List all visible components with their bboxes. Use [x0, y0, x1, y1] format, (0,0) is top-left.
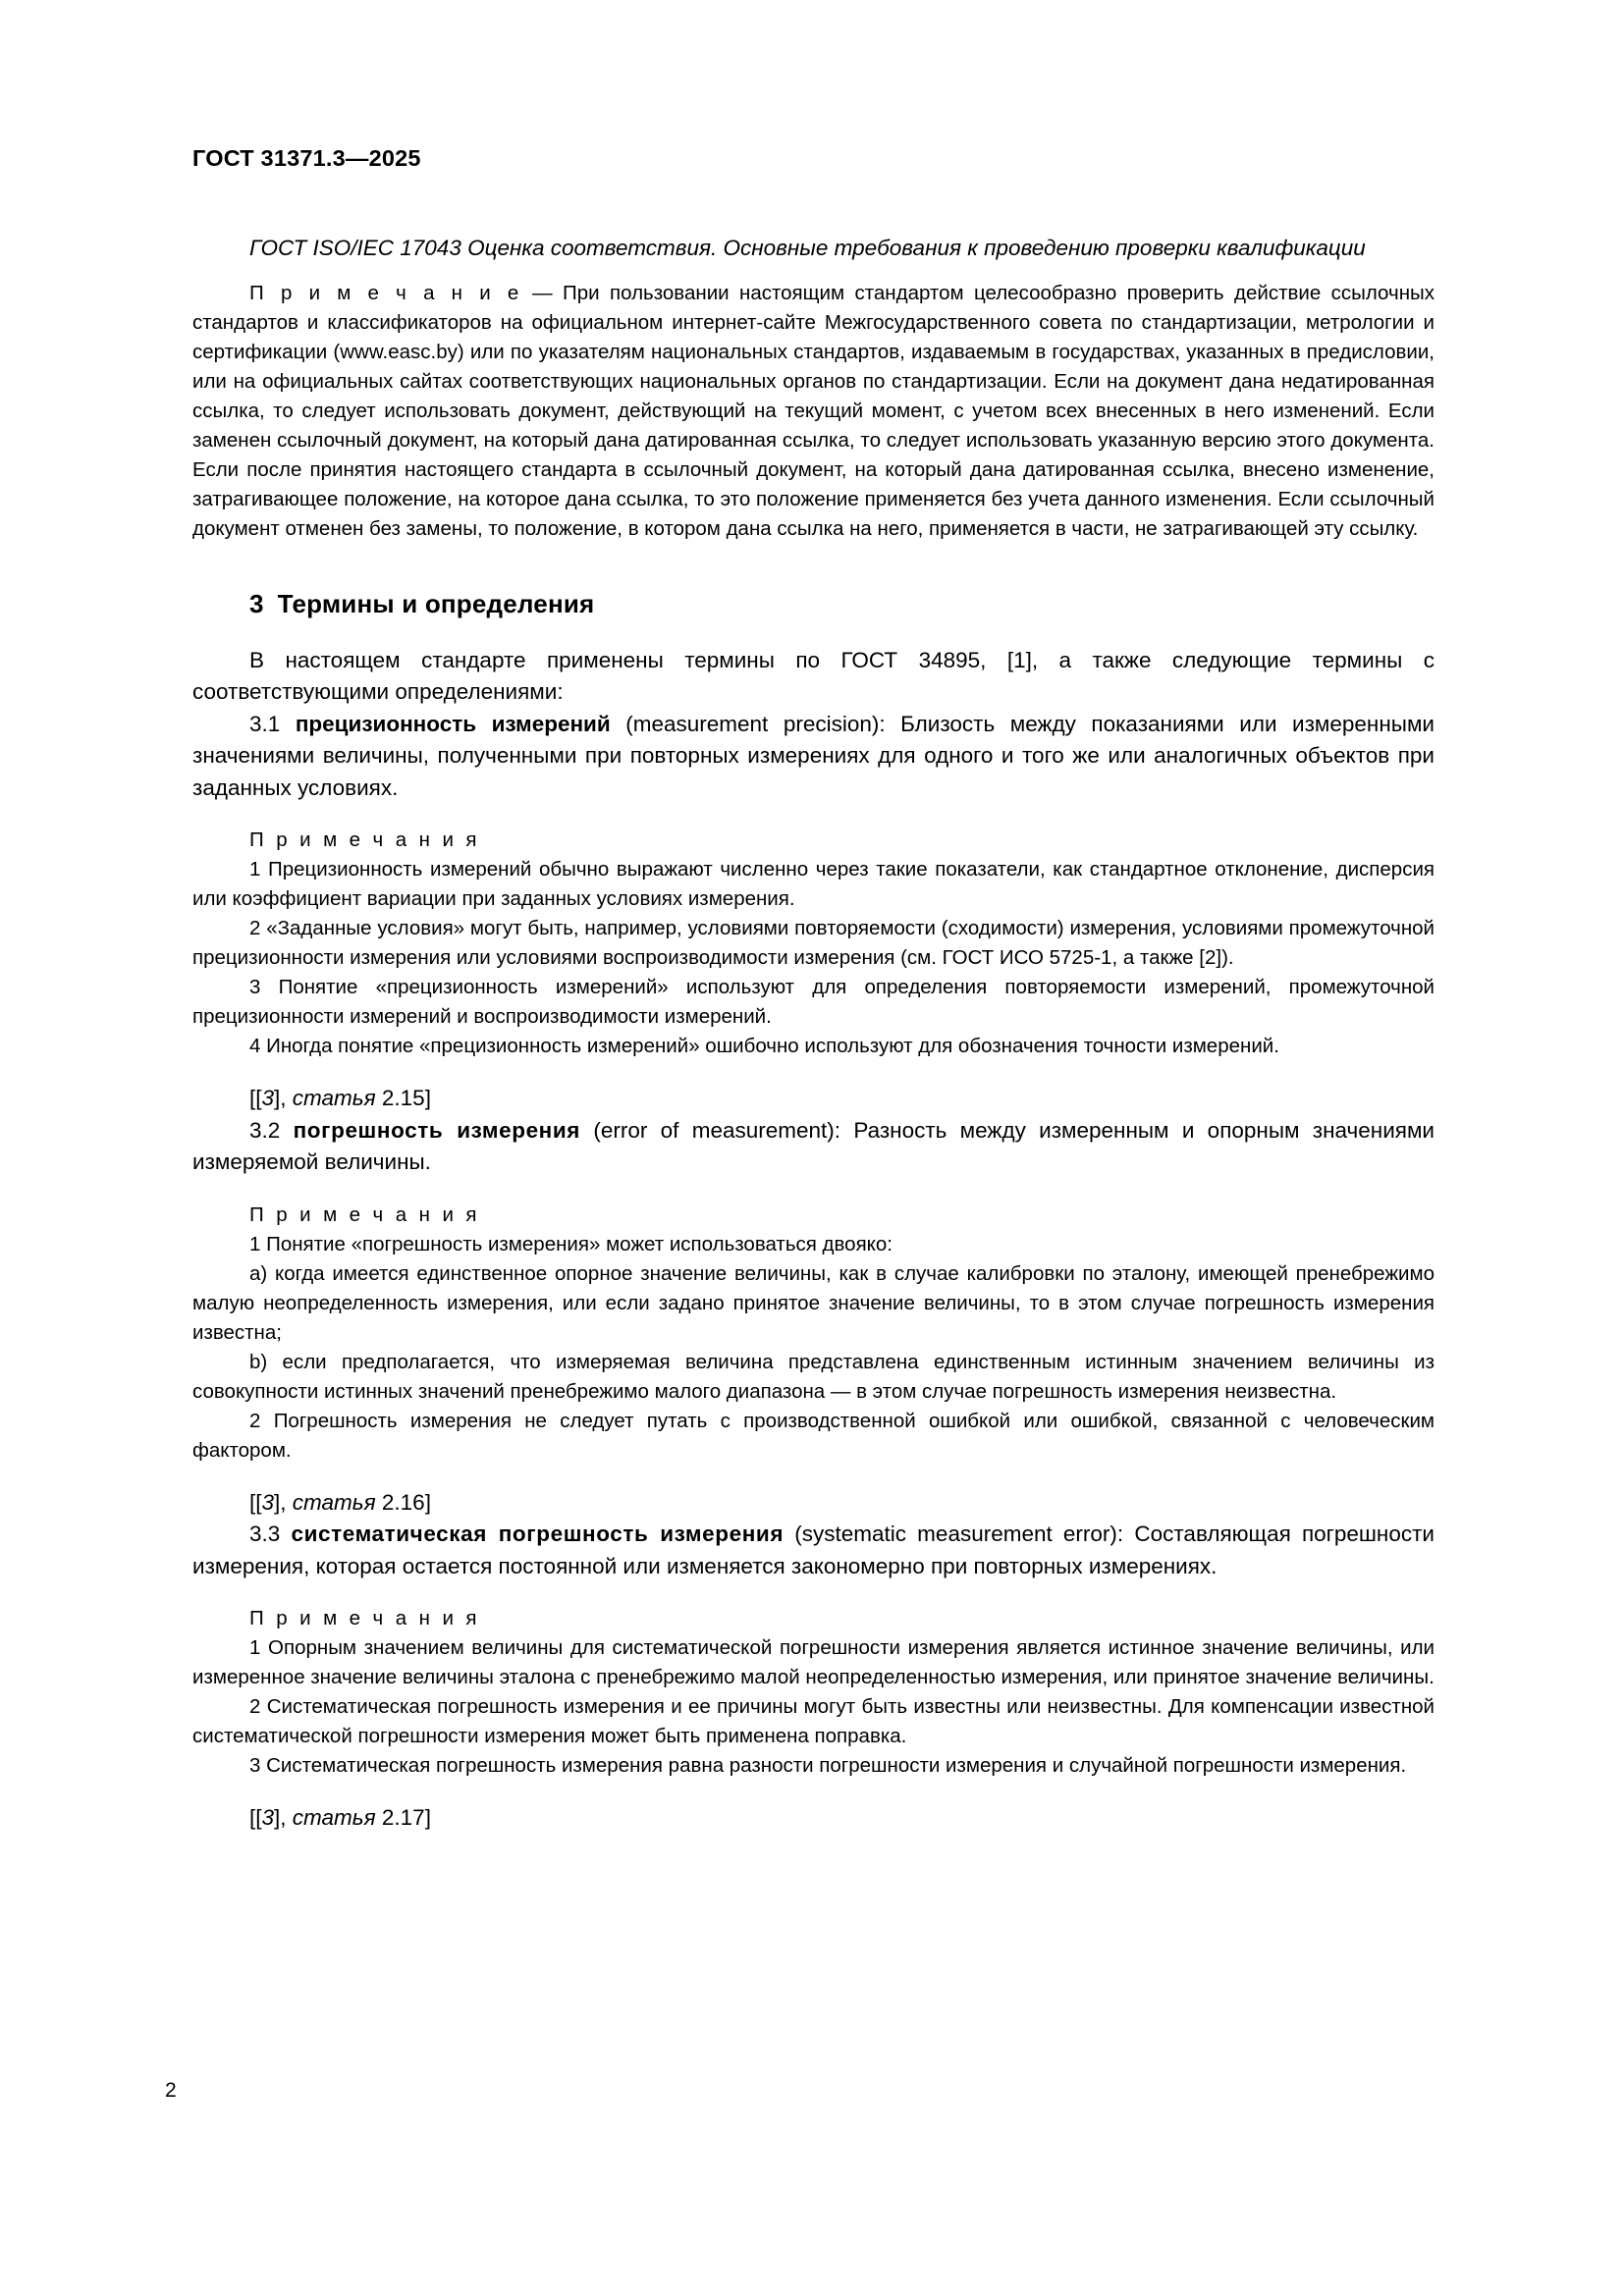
- note-item: 3 Систематическая погрешность измерения равна разности погрешности измерения и случайной погрешности измерения.: [249, 1754, 1407, 1777]
- note-item: b) если предполагается, что измеряемая величина представлена единственным истинным значением величины из совокупности истинных значений пренебрежимо малого диапазона — в этом случае погрешность измерения неизвестна.: [192, 1350, 1435, 1403]
- note-label: П р и м е ч а н и е: [249, 281, 522, 304]
- notes-label: П р и м е ч а н и я: [249, 828, 480, 851]
- term-source-reference: [[3], статья 2.15]: [249, 1086, 431, 1110]
- term-name: систематическая погрешность измерения: [291, 1522, 785, 1546]
- term-english: (systematic measurement error):: [794, 1522, 1124, 1546]
- term-definition: [192, 709, 1435, 805]
- term-english: (measurement precision):: [625, 711, 886, 736]
- note-item: a) когда имеется единственное опорное значение величины, как в случае калибровки по эталону, имеющей пренебрежимо малую неопределенность измерения, или если задано принятое значение величины, то в этом случае погрешность измерения известна;: [192, 1261, 1435, 1344]
- term-number: 3.1: [249, 711, 281, 736]
- note-item: 1 Понятие «погрешность измерения» может использоваться двояко:: [249, 1232, 893, 1255]
- term-definition-text: Близость между показаниями или измеренными значениями величины, полученными при повторных измерениях для одного и того же или аналогичных объектов при заданных условиях.: [192, 711, 1435, 800]
- term-name: прецизионность измерений: [295, 711, 611, 736]
- page-number: 2: [165, 2079, 177, 2102]
- standard-header: ГОСТ 31371.3—2025: [192, 145, 421, 171]
- term-source-reference: [[3], статья 2.16]: [249, 1489, 431, 1515]
- note-item: 1 Опорным значением величины для систематической погрешности измерения является истинное значение величины, или измеренное значение величины эталона с пренебрежимо малой неопределенностью измерения, или принятое значение величины.: [192, 1636, 1435, 1688]
- notes-label: П р и м е ч а н и я: [249, 1202, 480, 1226]
- term-definition-text: Разность между измеренным и опорным значениями измеряемой величины.: [192, 1117, 1435, 1174]
- note-item: 2 «Заданные условия» могут быть, например, условиями повторяемости (сходимости) измерения, условиями промежуточной прецизионности измерения или условиями воспроизводимости измерения (см. ГОСТ ИСО 5725-1, а также [2]).: [192, 917, 1435, 969]
- section-heading: [249, 589, 1435, 619]
- term-number: 3.3: [249, 1522, 281, 1546]
- section-intro: В настоящем стандарте применены термины по ГОСТ 34895, [1], а также следующие термины с соответствующими определениями:: [192, 647, 1435, 704]
- section-title-text: Термины и определения: [277, 588, 595, 618]
- term-definition-text: Составляющая погрешности измерения, которая остается постоянной или изменяется закономерно при повторных измерениях.: [192, 1522, 1435, 1578]
- referenced-standard-entry: ГОСТ ISO/IEC 17043 Оценка соответствия. Основные требования к проведению проверки квалификации: [249, 236, 1366, 260]
- section-number: 3: [249, 588, 264, 618]
- notes-label: П р и м е ч а н и я: [249, 1607, 480, 1629]
- note-item: 2 Систематическая погрешность измерения и ее причины могут быть известны или неизвестны. Для компенсации известной систематической погрешности измерения может быть применена поправка.: [192, 1695, 1435, 1747]
- term-source-reference: [[3], статья 2.17]: [249, 1805, 431, 1830]
- note-item: 1 Прецизионность измерений обычно выражают численно через такие показатели, как стандартное отклонение, дисперсия или коэффициент вариации при заданных условиях измерения.: [192, 858, 1435, 910]
- intro-note-text: — При пользовании настоящим стандартом целесообразно проверить действие ссылочных стандартов и классификаторов на официальном интернет-сайте Межгосударственного совета по стандартизации, метрологии и сертификации (www.easc.by) или по указателям национальных стандартов, издаваемым в государствах, указанных в предисловии, или на официальных сайтах соответствующих национальных органов по стандартизации. Если на документ дана недатированная ссылка, то следует использовать документ, действующий на текущий момент, с учетом всех внесенных в него изменений. Если заменен ссылочный документ, на который дана датированная ссылка, то следует использовать указанную версию этого документа. Если после принятия настоящего стандарта в ссылочный документ, на который дана датированная ссылка, внесено изменение, затрагивающее положение, на которое дана ссылка, то это положение применяется без учета данного изменения. Если ссылочный документ отменен без замены, то положение, в котором дана ссылка на него, применяется в части, не затрагивающей эту ссылку.: [192, 281, 1435, 540]
- note-item: 4 Иногда понятие «прецизионность измерений» ошибочно используют для обозначения точности измерений.: [249, 1035, 1279, 1057]
- term-name: погрешность измерения: [293, 1117, 581, 1143]
- note-item: 2 Погрешность измерения не следует путать с производственной ошибкой или ошибкой, связанной с человеческим фактором.: [192, 1409, 1435, 1462]
- page-content: [192, 145, 1435, 1835]
- intro-note-paragraph: [192, 279, 1435, 544]
- term-definition: [192, 1115, 1435, 1179]
- term-number: 3.2: [249, 1117, 281, 1143]
- term-definition: [192, 1519, 1435, 1582]
- term-english: (error of measurement):: [593, 1117, 841, 1143]
- note-item: 3 Понятие «прецизионность измерений» используют для определения повторяемости измерений, промежуточной прецизионности измерений и воспроизводимости измерений.: [192, 976, 1435, 1028]
